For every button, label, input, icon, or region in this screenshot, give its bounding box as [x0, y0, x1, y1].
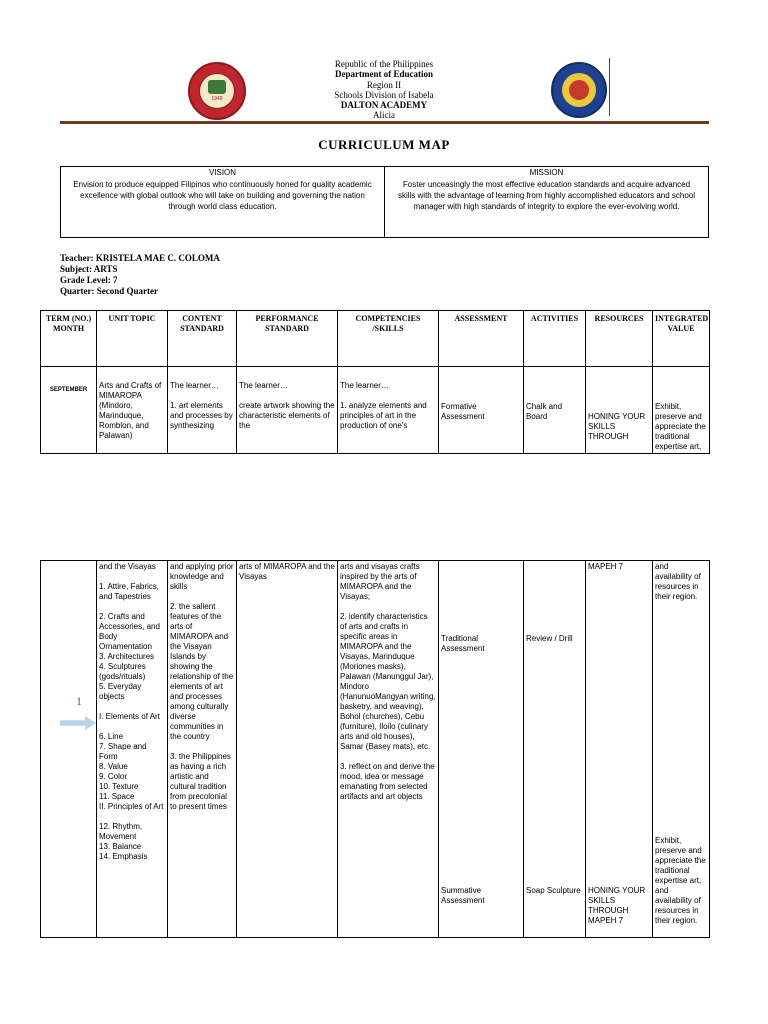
col-activities: ACTIVITIES [524, 311, 586, 367]
col-performance-standard: PERFORMANCE STANDARD [237, 311, 338, 367]
deped-logo [551, 62, 607, 118]
vision-text: Envision to produce equipped Filipinos who continuously honed for quality academic excellence with global outlook who will take on building and governing the nation through world class education. [73, 180, 372, 211]
table-header-row [41, 311, 710, 367]
header-division: Schools Division of Isabela [334, 90, 434, 100]
activities-cell [524, 561, 586, 938]
month-cell: SEPTEMBER [41, 367, 97, 454]
header-school: DALTON ACADEMY [340, 100, 428, 110]
resources-honing: HONING YOUR SKILLS THROUGH MAPEH 7 [588, 886, 646, 925]
content-standard-cell: The learner… 1. art elements and processes by synthesizing [168, 367, 237, 454]
assessment-summative: Summative Assessment [441, 886, 485, 905]
header-department: Department of Education [335, 69, 433, 79]
assessment-cell [439, 561, 524, 938]
dalton-logo-seal [199, 73, 235, 109]
vision-cell [61, 167, 384, 237]
month-cell-empty [41, 561, 97, 938]
table-row [41, 367, 710, 454]
col-term: TERM (NO.) MONTH [41, 311, 97, 367]
competencies-cell: arts and visayas crafts inspired by the arts of MIMAROPA and the Visayas; 2. identify characteristics of arts and crafts in specific areas in MIMAROPA and the Visayas, Marinduque (Moriones masks), Palawan (Manunggul Jar), Mindoro (HanunuoMangyan writing, basketry, and weaving), Bohol (churches), Cebu (furniture), Iloilo (culinary arts and old houses), Samar (Basey mats), etc. 3. reflect on and derive the mood, idea or message emanating from selected artifacts and art objects [338, 561, 439, 938]
activities-soap-sculpture: Soap Sculpture [526, 886, 581, 895]
integrated-value-cell [653, 561, 710, 938]
page-marker-number: 1 [76, 694, 82, 708]
header-town: Alicia [373, 110, 395, 120]
header-republic: Republic of the Philippines [334, 59, 434, 69]
col-integrated-value: INTEGRATED VALUE [653, 311, 710, 367]
curriculum-table-page2 [40, 560, 710, 938]
resources-cell [586, 561, 653, 938]
header-region: Region II [366, 80, 402, 90]
teacher-line: Teacher: KRISTELA MAE C. COLOMA [60, 253, 220, 263]
content-standard-cell: and applying prior knowledge and skills 2. the salient features of the arts of MIMAROPA and the Visayan Islands by showing the relationship of the elements of art and processes among culturally diverse communities in the country 3. the Philippines as having a rich artistic and cultural tradition from precolonial to present times [168, 561, 237, 938]
subject-line: Subject: ARTS [60, 264, 118, 274]
col-assessment: ASSESSMENT [439, 311, 524, 367]
col-unit-topic: UNIT TOPIC [97, 311, 168, 367]
unit-topic-cell: and the Visayas 1. Attire, Fabrics, and Tapestries 2. Crafts and Accessories, and Body Ornamentation 3. Architectures 4. Sculptures (gods/rituals) 5. Everyday objects I. Elements of Art 6. Line 7. Shape and Form 8. Value 9. Color 10. Texture 11. Space II. Principles of Art 12. Rhythm, Movement 13. Balance 14. Emphasis [97, 561, 168, 938]
assessment-cell: Formative Assessment [439, 367, 524, 454]
table-row [41, 561, 710, 938]
mission-label: MISSION [529, 168, 564, 177]
curriculum-table-page1 [40, 310, 710, 454]
grade-line: Grade Level: 7 [60, 275, 118, 285]
col-resources: RESOURCES [586, 311, 653, 367]
assessment-traditional: Traditional Assessment [441, 634, 485, 653]
col-content-standard: CONTENT STANDARD [168, 311, 237, 367]
page-title: CURRICULUM MAP [318, 137, 450, 152]
mission-cell [384, 167, 708, 237]
resources-cell: HONING YOUR SKILLS THROUGH [586, 367, 653, 454]
col-competencies: COMPETENCIES /SKILLS [338, 311, 439, 367]
deped-logo-seal [562, 73, 596, 107]
header-divider [609, 58, 610, 116]
dalton-logo-year: 1949 [211, 96, 223, 102]
competencies-cell: The learner… 1. analyze elements and principles of art in the production of one's [338, 367, 439, 454]
deped-logo-emblem [569, 80, 589, 100]
activities-cell: Chalk and Board [524, 367, 586, 454]
vision-label: VISION [208, 168, 237, 177]
header-rule [60, 121, 709, 124]
integrated-value-cell: Exhibit, preserve and appreciate the traditional expertise art, [653, 367, 710, 454]
performance-standard-cell: arts of MIMAROPA and the Visayas [237, 561, 338, 938]
dalton-logo-emblem [208, 80, 226, 94]
integrated-value-1: and availability of resources in their region. [655, 562, 701, 601]
quarter-line: Quarter: Second Quarter [60, 286, 158, 296]
resources-mapeh: MAPEH 7 [588, 562, 624, 571]
activities-review: Review / Drill [526, 634, 573, 643]
mission-text: Foster unceasingly the most effective education standards and acquire advanced skills with the advantage of learning from highly accomplished educators and school manager with high standards of integrity to explore the ever-evolving world. [397, 180, 696, 211]
vision-mission-box [60, 166, 709, 238]
unit-topic-cell: Arts and Crafts of MIMAROPA (Mindoro, Marinduque, Romblon, and Palawan) [97, 367, 168, 454]
integrated-value-2: Exhibit, preserve and appreciate the traditional expertise art, and availability of resources in their region. [655, 836, 706, 925]
performance-standard-cell: The learner… create artwork showing the characteristic elements of the [237, 367, 338, 454]
